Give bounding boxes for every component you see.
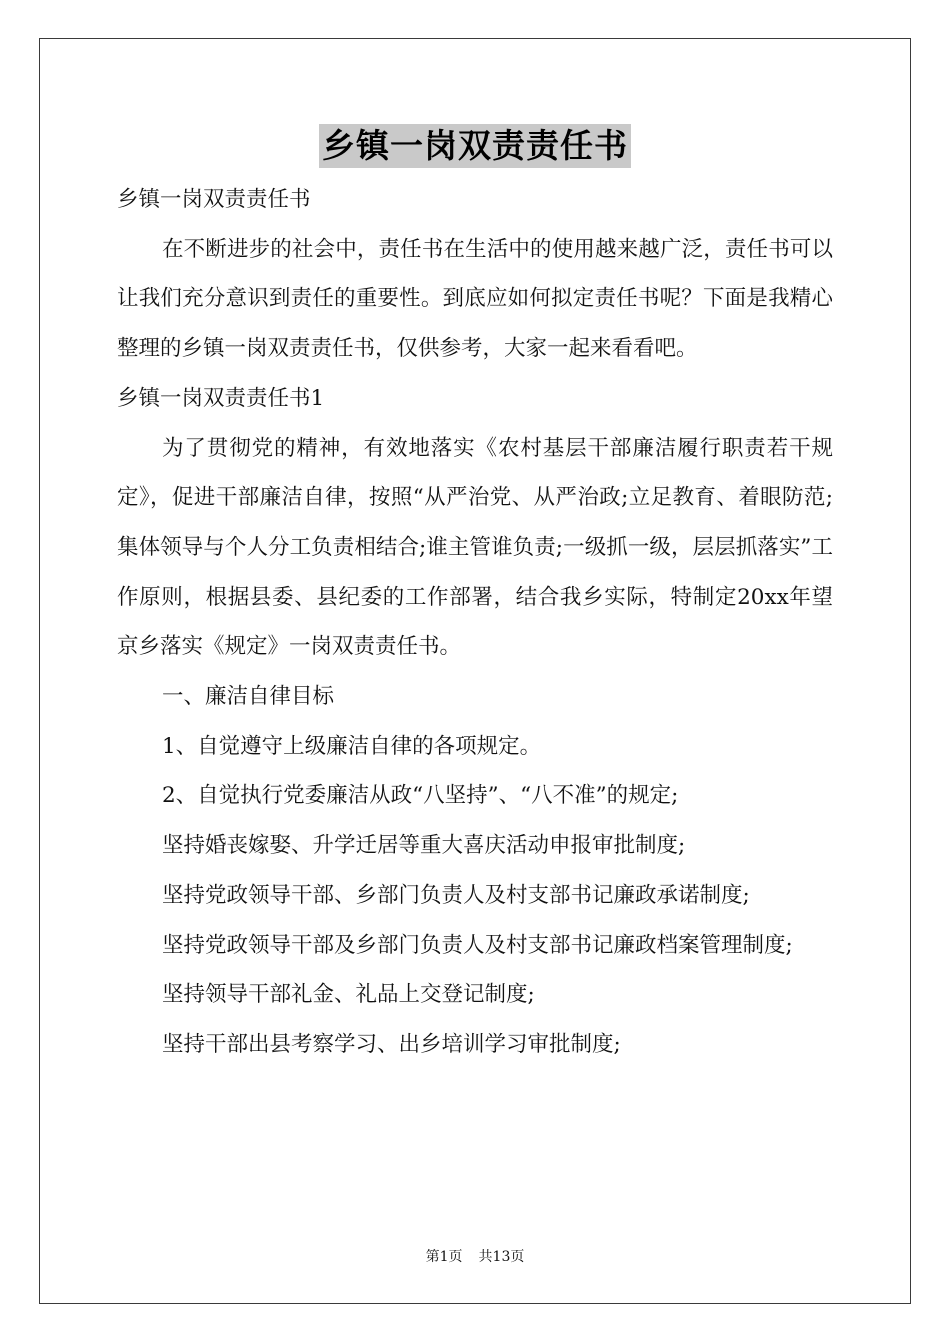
list-item: 1、自觉遵守上级廉洁自律的各项规定。 [162,733,542,759]
intro-paragraph: 在不断进步的社会中，责任书在生活中的使用越来越广泛，责任书可以让我们充分意识到责任的重要性。到底应如何拟定责任书呢？下面是我精心整理的乡镇一岗双责责任书，仅供参考，大家一起来看看吧。 [117,236,833,362]
section-heading: 乡镇一岗双责责任书1 [117,385,325,411]
document-title: 乡镇一岗双责责任书 [319,124,631,168]
list-item: 坚持党政领导干部、乡部门负责人及村支部书记廉政承诺制度; [162,882,750,908]
body-paragraph: 为了贯彻党的精神，有效地落实《农村基层干部廉洁履行职责若干规定》，促进干部廉洁自律，按照“从严治党、从严治政;立足教育、着眼防范;集体领导与个人分工负责相结合;谁主管谁负责;一级抓一级，层层抓落实”工作原则，根据县委、县纪委的工作部署，结合我乡实际，特制定20xx年望京乡落实《规定》一岗双责责任书。 [117,435,833,660]
list-item: 2、自觉执行党委廉洁从政“八坚持”、“八不准”的规定; [162,783,679,809]
title-container [0,124,950,168]
total-pages: 共13页 [478,1249,525,1265]
page-footer [0,1246,950,1266]
goal-heading: 一、廉洁自律目标 [162,684,335,710]
list-item: 坚持党政领导干部及乡部门负责人及村支部书记廉政档案管理制度; [162,932,793,958]
list-item: 坚持婚丧嫁娶、升学迁居等重大喜庆活动申报审批制度; [162,833,686,859]
subtitle-paragraph: 乡镇一岗双责责任书 [117,187,311,212]
page-number: 第1页 [425,1249,463,1265]
document-body [117,175,833,1070]
list-item: 坚持领导干部礼金、礼品上交登记制度; [162,982,535,1008]
list-item: 坚持干部出县考察学习、出乡培训学习审批制度; [162,1031,621,1057]
